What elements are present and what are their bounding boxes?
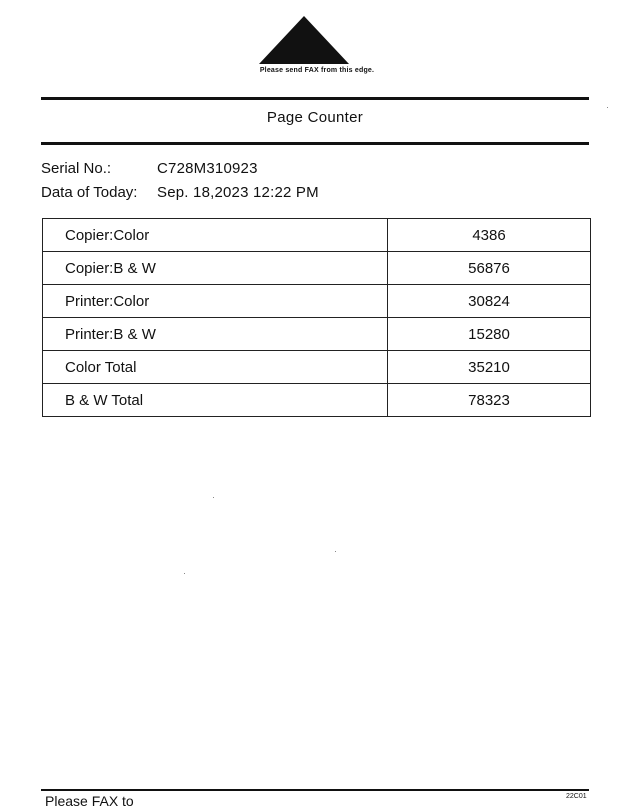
counter-label: Printer:B & W <box>43 318 388 351</box>
counter-label: Color Total <box>43 351 388 384</box>
date-value: Sep. 18,2023 12:22 PM <box>157 184 319 201</box>
counter-label: Printer:Color <box>43 285 388 318</box>
serial-label: Serial No.: <box>41 160 112 177</box>
counter-value: 56876 <box>388 252 591 285</box>
header-bottom-rule <box>41 142 589 145</box>
date-label: Data of Today: <box>41 184 138 201</box>
counter-label: B & W Total <box>43 384 388 417</box>
table-row <box>43 318 591 351</box>
counter-table <box>42 218 591 417</box>
scan-speck <box>607 107 608 108</box>
scan-speck <box>335 551 336 552</box>
table-row <box>43 285 591 318</box>
page-title: Page Counter <box>266 109 364 126</box>
counter-label: Copier:B & W <box>43 252 388 285</box>
counter-value: 4386 <box>388 219 591 252</box>
scan-speck <box>213 497 214 498</box>
fax-instruction: Please send FAX from this edge. <box>259 67 375 74</box>
table-row <box>43 384 591 417</box>
footer-rule <box>41 789 589 791</box>
table-row <box>43 219 591 252</box>
counter-label: Copier:Color <box>43 219 388 252</box>
form-code: 22C01 <box>566 793 587 800</box>
scan-speck <box>184 573 185 574</box>
table-row <box>43 351 591 384</box>
footer-fax-to: Please FAX to <box>45 793 134 809</box>
serial-value: C728M310923 <box>157 160 258 177</box>
header-top-rule <box>41 97 589 100</box>
fax-direction-arrow-icon <box>259 16 349 64</box>
table-row <box>43 252 591 285</box>
counter-value: 30824 <box>388 285 591 318</box>
counter-value: 15280 <box>388 318 591 351</box>
counter-value: 78323 <box>388 384 591 417</box>
counter-value: 35210 <box>388 351 591 384</box>
